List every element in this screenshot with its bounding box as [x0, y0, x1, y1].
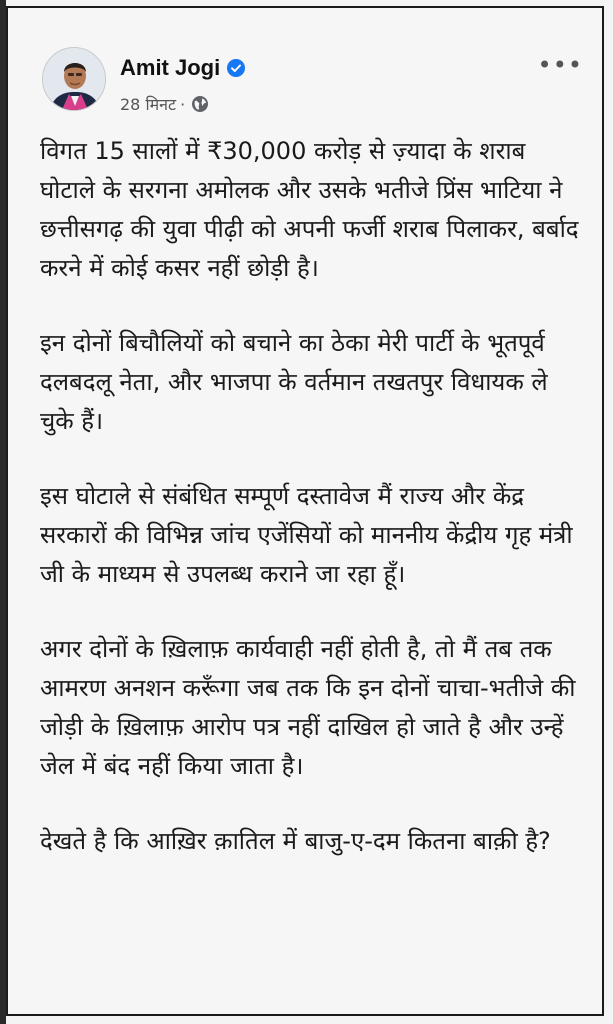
- globe-icon[interactable]: [191, 95, 209, 113]
- verified-badge-icon: [227, 59, 245, 77]
- post-meta: [120, 93, 209, 115]
- post-paragraph-4: अगर दोनों के ख़िलाफ़ कार्यवाही नहीं होती है, तो मैं तब तक आमरण अनशन करूँगा जब तक कि इन दोनों चाचा-भतीजे की जोड़ी के ख़िलाफ़ आरोप पत्र नहीं दाखिल हो जाते है और उन्हें जेल में बंद नहीं किया जाता है।: [40, 635, 576, 780]
- more-options-icon[interactable]: •••: [537, 51, 583, 79]
- post-text: [40, 132, 585, 897]
- author-name[interactable]: Amit Jogi: [120, 55, 221, 80]
- post-timestamp[interactable]: 28 मिनट: [120, 95, 177, 114]
- post-paragraph-5: देखते है कि आख़िर क़ातिल में बाजु-ए-दम कितना बाक़ी है?: [40, 827, 551, 855]
- post-paragraph-2: इन दोनों बिचौलियों को बचाने का ठेका मेरी पार्टी के भूतपूर्व दलबदलू नेता, और भाजपा के वर्तमान तखतपुर विधायक ले चुके हैं।: [40, 329, 548, 435]
- post-paragraph-3: इस घोटाले से संबंधित सम्पूर्ण दस्तावेज मैं राज्य और केंद्र सरकारों की विभिन्न जांच एजेंसियों को माननीय केंद्रीय गृह मंत्री जी के माध्यम से उपलब्ध कराने जा रहा हूँ।: [40, 482, 573, 588]
- post-paragraph-1: विगत 15 सालों में ₹30,000 करोड़ से ज़्यादा के शराब घोटाले के सरगना अमोलक और उसके भतीजे प्रिंस भाटिया ने छत्तीसगढ़ की युवा पीढ़ी को अपनी फर्जी शराब पिलाकर, बर्बाद करने में कोई कसर नहीं छोड़ी है।: [40, 137, 579, 282]
- post-header: [42, 47, 583, 117]
- avatar-photo: [43, 48, 106, 111]
- avatar[interactable]: [42, 47, 106, 111]
- meta-separator: ·: [180, 94, 186, 114]
